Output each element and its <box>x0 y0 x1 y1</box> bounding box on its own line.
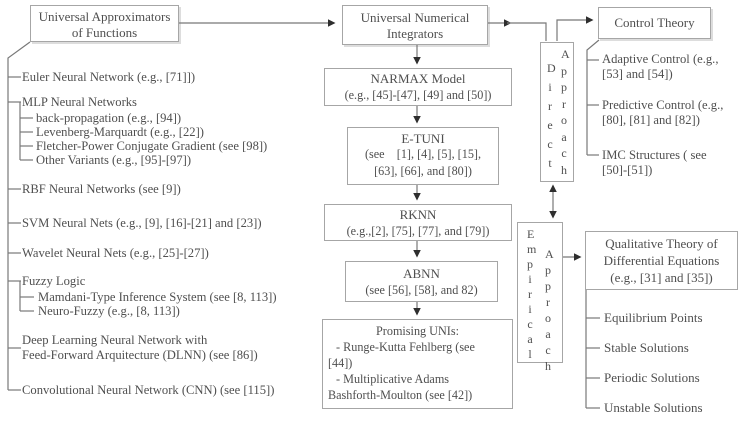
box-rknn-title: RKNN <box>399 207 437 222</box>
box-promising-item1b: [44]) <box>328 356 353 370</box>
box-promising-item1: - Runge-Kutta Fehlberg (see <box>336 340 475 354</box>
tree-item-fuzzy: Fuzzy Logic <box>22 274 86 288</box>
tree-item-svm: SVM Neural Nets (e.g., [9], [16]-[21] and [23]) <box>22 216 262 230</box>
control-item-adaptive <box>602 52 718 82</box>
box-qualitative-line2: Differential Equations <box>603 253 720 268</box>
qualitative-item-stable: Stable Solutions <box>604 340 689 355</box>
direct-approach-word1: Direct <box>547 61 556 170</box>
qualitative-item-periodic: Periodic Solutions <box>604 370 700 385</box>
box-rknn <box>324 204 512 241</box>
box-qualitative-line1: Qualitative Theory of <box>605 236 718 251</box>
tree-item-mlp-levenberg: Levenberg-Marquardt (e.g., [22]) <box>36 125 204 139</box>
tree-item-mlp-fletcher: Fletcher-Power Conjugate Gradient (see [98]) <box>36 139 268 153</box>
box-e-tuni-refs1: (see [1], [4], [5], [15], <box>364 147 482 161</box>
tree-item-mlp-backprop: back-propagation (e.g., [94]) <box>36 111 182 125</box>
box-uni-line1: Universal Numerical <box>360 10 470 25</box>
box-rknn-refs: (e.g.,[2], [75], [77], and [79]) <box>346 224 490 238</box>
box-abnn-refs: (see [56], [58], and 82) <box>365 283 478 297</box>
box-universal-numerical-integrators <box>342 5 488 45</box>
tree-item-fuzzy-neuro: Neuro-Fuzzy (e.g., [8, 113]) <box>38 304 180 318</box>
box-narmax-title: NARMAX Model <box>370 71 466 86</box>
box-promising-title: Promising UNIs: <box>376 324 459 338</box>
tree-item-euler: Euler Neural Network (e.g., [71]]) <box>22 70 196 84</box>
control-item-adaptive-line1: Adaptive Control (e.g., <box>602 52 719 66</box>
box-promising-unis <box>322 319 513 409</box>
tree-item-fuzzy-mamdani: Mamdani-Type Inference System (see [8, 113]) <box>38 290 277 304</box>
tree-item-dlnn <box>22 333 258 363</box>
box-control-theory-label: Control Theory <box>614 15 695 30</box>
tree-item-dlnn-line1: Deep Learning Neural Network with <box>22 333 208 347</box>
box-control-theory <box>598 7 711 39</box>
box-promising-item2: - Multiplicative Adams <box>336 372 450 386</box>
control-item-imc <box>602 148 707 178</box>
qualitative-item-unstable: Unstable Solutions <box>604 400 703 415</box>
box-universal-approximators <box>30 5 179 42</box>
box-direct-approach <box>540 42 574 182</box>
box-e-tuni <box>347 127 499 185</box>
tree-item-dlnn-line2: Feed-Forward Arquitecture (DLNN) (see [86]) <box>22 348 258 362</box>
tree-item-cnn: Convolutional Neural Network (CNN) (see [115]) <box>22 383 275 397</box>
box-e-tuni-refs2: [63], [66], and [80]) <box>374 164 472 178</box>
direct-approach-word2: Approach <box>561 47 570 177</box>
tree-item-mlp: MLP Neural Networks <box>22 95 137 109</box>
box-abnn <box>345 261 498 302</box>
box-universal-approximators-line1: Universal Approximators <box>38 9 171 24</box>
tree-item-rbf: RBF Neural Networks (see [9]) <box>22 182 181 196</box>
tree-item-wavelet: Wavelet Neural Nets (e.g., [25]-[27]) <box>22 246 209 260</box>
control-item-predictive-line2: [80], [81] and [82]) <box>602 113 700 127</box>
box-qualitative-line3: (e.g., [31] and [35]) <box>610 270 713 285</box>
control-item-adaptive-line2: [53] and [54]) <box>602 67 673 81</box>
empirical-approach-word1: Empirical <box>527 227 537 361</box>
box-narmax-refs: (e.g., [45]-[47], [49] and [50]) <box>344 88 492 102</box>
empirical-approach-word2: Approach <box>545 247 554 373</box>
control-item-imc-line2: [50]-[51]) <box>602 163 653 177</box>
control-item-imc-line1: IMC Structures ( see <box>602 148 707 162</box>
box-promising-item2b: Bashforth-Moulton (see [42]) <box>328 388 473 402</box>
tree-item-mlp-other: Other Variants (e.g., [95]-[97]) <box>36 153 192 167</box>
box-empirical-approach <box>517 222 563 373</box>
control-item-predictive <box>602 98 723 128</box>
control-item-predictive-line1: Predictive Control (e.g., <box>602 98 724 112</box>
box-abnn-title: ABNN <box>403 266 440 281</box>
box-uni-line2: Integrators <box>386 26 444 41</box>
box-qualitative-theory <box>585 231 738 290</box>
box-universal-approximators-line2: of Functions <box>71 25 138 40</box>
box-narmax <box>324 68 512 106</box>
box-e-tuni-title: E-TUNI <box>401 131 445 146</box>
qualitative-item-equilibrium: Equilibrium Points <box>604 310 703 325</box>
